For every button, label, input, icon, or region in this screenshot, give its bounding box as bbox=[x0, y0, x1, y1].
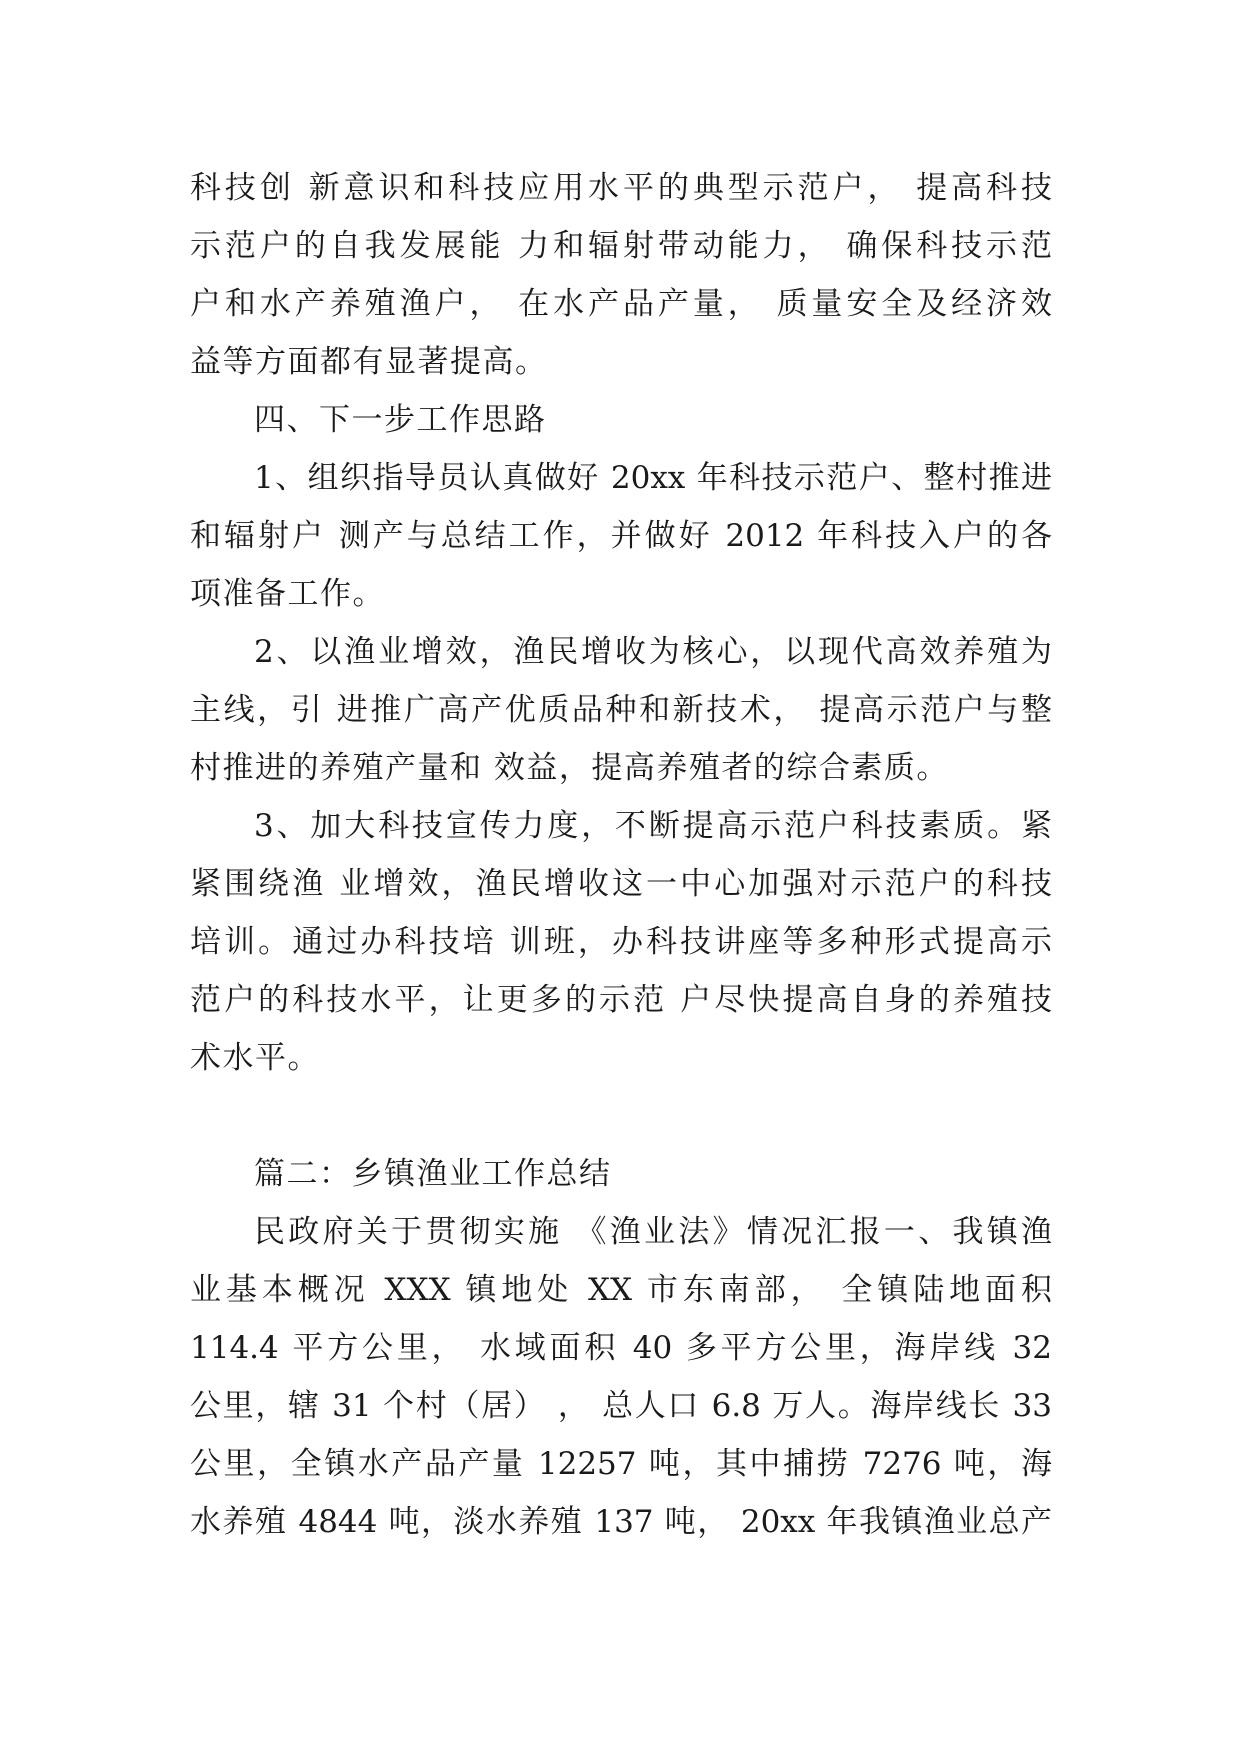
text-line: 114.4 平方公里， 水域面积 40 多平方公里，海岸线 32 bbox=[190, 1330, 1052, 1366]
text-line: 村推进的养殖产量和 效益，提高养殖者的综合素质。 bbox=[190, 750, 949, 786]
text-line: 范户的科技水平，让更多的示范 户尽快提高自身的养殖技 bbox=[190, 982, 1052, 1018]
text-line: 3、加大科技宣传力度，不断提高示范户科技素质。紧 bbox=[254, 808, 1052, 844]
text-line: 科技创 新意识和科技应用水平的典型示范户， 提高科技 bbox=[190, 170, 1052, 206]
text-line: 公里，辖 31 个村（居） ， 总人口 6.8 万人。海岸线长 33 bbox=[190, 1388, 1052, 1424]
text-line: 水养殖 4844 吨，淡水养殖 137 吨， 20xx 年我镇渔业总产 bbox=[190, 1504, 1052, 1540]
text-line: 1、组织指导员认真做好 20xx 年科技示范户、整村推进 bbox=[254, 460, 1052, 496]
section-heading: 四、下一步工作思路 bbox=[254, 402, 547, 438]
text-line: 益等方面都有显著提高。 bbox=[190, 344, 548, 380]
text-line: 2、以渔业增效，渔民增收为核心，以现代高效养殖为 bbox=[254, 634, 1052, 670]
text-line: 紧围绕渔 业增效，渔民增收这一中心加强对示范户的科技 bbox=[190, 866, 1052, 902]
text-line: 术水平。 bbox=[190, 1040, 320, 1076]
text-line: 主线，引 进推广高产优质品种和新技术， 提高示范户与整 bbox=[190, 692, 1052, 728]
text-line: 和辐射户 测产与总结工作，并做好 2012 年科技入户的各 bbox=[190, 518, 1052, 554]
text-line: 业基本概况 XXX 镇地处 XX 市东南部， 全镇陆地面积 bbox=[190, 1272, 1052, 1308]
text-line: 户和水产养殖渔户， 在水产品产量， 质量安全及经济效 bbox=[190, 286, 1052, 322]
text-line: 示范户的自我发展能 力和辐射带动能力， 确保科技示范 bbox=[190, 228, 1052, 264]
text-line: 项准备工作。 bbox=[190, 576, 385, 612]
text-line: 公里，全镇水产品产量 12257 吨，其中捕捞 7276 吨，海 bbox=[190, 1446, 1052, 1482]
text-line: 培训。通过办科技培 训班，办科技讲座等多种形式提高示 bbox=[190, 924, 1052, 960]
text-line: 民政府关于贯彻实施 《渔业法》情况汇报一、我镇渔 bbox=[254, 1214, 1052, 1250]
chapter-heading: 篇二：乡镇渔业工作总结 bbox=[254, 1156, 612, 1192]
